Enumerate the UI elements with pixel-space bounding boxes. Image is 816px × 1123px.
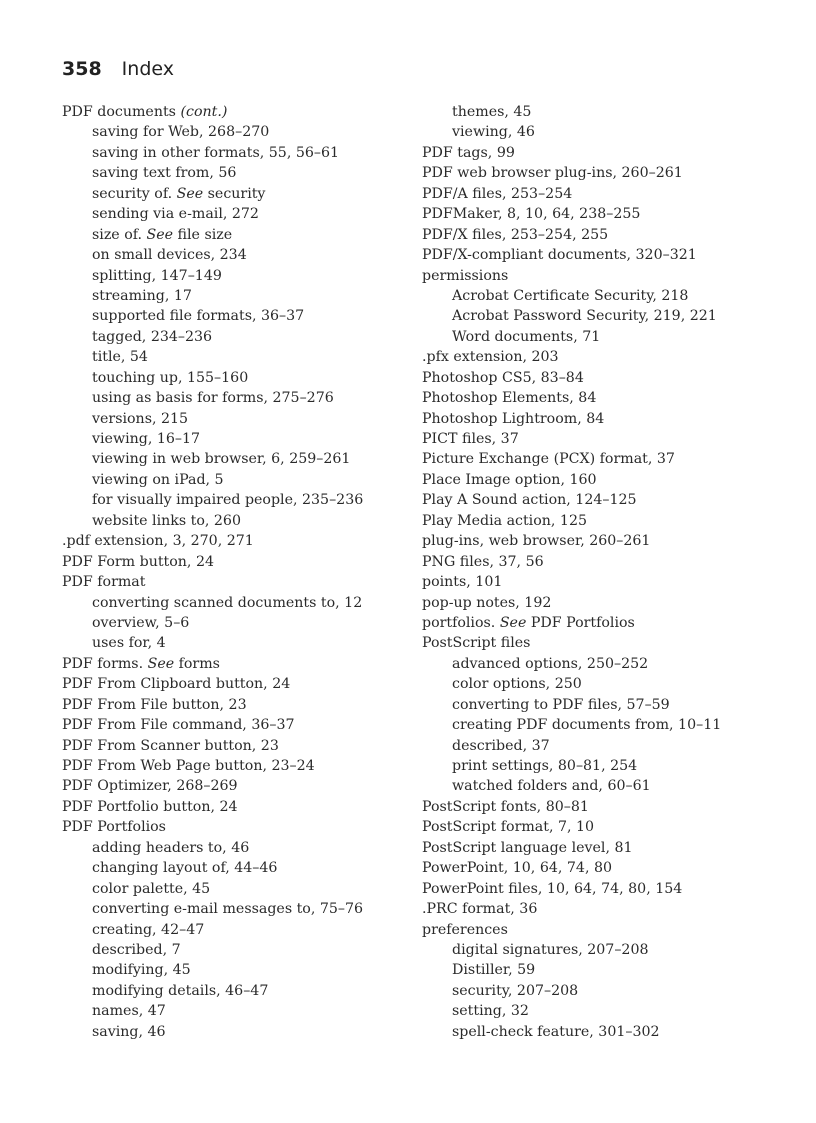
- index-entry-text: portfolios.: [422, 614, 500, 631]
- index-entry: [422, 838, 792, 858]
- index-entry-text: PowerPoint, 10, 64, 74, 80: [422, 860, 613, 877]
- index-entry-text: viewing, 46: [452, 124, 535, 141]
- index-subentry: [62, 858, 402, 878]
- index-entry: [422, 613, 792, 633]
- index-entry: [62, 572, 402, 592]
- index-entry-text: for visually impaired people, 235–236: [92, 492, 364, 509]
- index-entry-text: modifying, 45: [92, 962, 191, 979]
- index-entry-text: supported file formats, 36–37: [92, 308, 305, 325]
- index-entry-text: .pfx extension, 203: [422, 349, 559, 366]
- index-subentry: [62, 899, 402, 919]
- index-entry-text: Play A Sound action, 124–125: [422, 492, 637, 509]
- index-subentry: [422, 960, 792, 980]
- index-subentry: [62, 347, 402, 367]
- index-entry-text: website links to, 260: [92, 512, 241, 529]
- index-entry: [422, 470, 792, 490]
- index-entry-text: converting scanned documents to, 12: [92, 594, 363, 611]
- index-subentry: [422, 776, 792, 796]
- index-entry-text: PDF Portfolio button, 24: [62, 798, 238, 815]
- index-entry: [62, 797, 402, 817]
- index-entry: [422, 368, 792, 388]
- index-subentry: [62, 204, 402, 224]
- index-subentry: [62, 511, 402, 531]
- index-entry-text: watched folders and, 60–61: [452, 778, 651, 795]
- index-entry: [422, 245, 792, 265]
- index-subentry: [62, 981, 402, 1001]
- index-subentry: [422, 674, 792, 694]
- index-subentry: [62, 879, 402, 899]
- index-entry: [422, 858, 792, 878]
- index-subentry: [62, 470, 402, 490]
- index-subentry: [62, 613, 402, 633]
- index-subentry: [62, 920, 402, 940]
- index-entry-text: advanced options, 250–252: [452, 655, 649, 672]
- index-entry-text: title, 54: [92, 349, 148, 366]
- index-entry-text: PowerPoint files, 10, 64, 74, 80, 154: [422, 880, 683, 897]
- index-entry-text: PDF/A files, 253–254: [422, 185, 573, 202]
- index-entry: [422, 531, 792, 551]
- index-entry-text: .pdf extension, 3, 270, 271: [62, 533, 254, 550]
- index-subentry: [422, 756, 792, 776]
- index-subentry: [62, 122, 402, 142]
- index-entry: [62, 736, 402, 756]
- index-entry-emphasis: See: [176, 185, 204, 202]
- page-number: 358: [62, 58, 102, 80]
- index-entry-text: converting to PDF files, 57–59: [452, 696, 670, 713]
- index-entry-text: plug-ins, web browser, 260–261: [422, 533, 651, 550]
- index-subentry: [62, 409, 402, 429]
- index-entry-text: security of.: [92, 185, 177, 202]
- index-entry: [422, 490, 792, 510]
- index-entry: [422, 593, 792, 613]
- index-subentry: [422, 695, 792, 715]
- index-subentry: [62, 286, 402, 306]
- index-entry: [62, 817, 402, 837]
- index-entry-text: saving in other formats, 55, 56–61: [92, 144, 340, 161]
- index-entry-text: PDF Portfolios: [526, 614, 635, 631]
- index-entry-text: names, 47: [92, 1003, 166, 1020]
- index-entry: [422, 184, 792, 204]
- index-entry-text: described, 37: [452, 737, 550, 754]
- index-entry-text: streaming, 17: [92, 287, 192, 304]
- index-entry: [62, 776, 402, 796]
- index-entry: [422, 266, 792, 286]
- index-entry-text: PostScript fonts, 80–81: [422, 798, 589, 815]
- index-entry-text: splitting, 147–149: [92, 267, 222, 284]
- index-entry-text: pop-up notes, 192: [422, 594, 552, 611]
- index-subentry: [422, 940, 792, 960]
- index-entry-text: versions, 215: [92, 410, 189, 427]
- index-entry-text: PDF Form button, 24: [62, 553, 215, 570]
- index-subentry: [422, 306, 792, 326]
- index-subentry: [62, 184, 402, 204]
- index-subentry: [62, 327, 402, 347]
- index-subentry: [62, 368, 402, 388]
- index-entry-text: PDF web browser plug-ins, 260–261: [422, 165, 683, 182]
- index-entry: [422, 163, 792, 183]
- index-subentry: [62, 838, 402, 858]
- index-entry: [422, 633, 792, 653]
- index-entry-text: security: [203, 185, 266, 202]
- index-subentry: [422, 1022, 792, 1042]
- index-entry: [62, 552, 402, 572]
- index-subentry: [62, 143, 402, 163]
- index-entry-emphasis: See: [499, 614, 527, 631]
- index-subentry: [422, 327, 792, 347]
- index-entry-text: setting, 32: [452, 1003, 529, 1020]
- index-entry: [422, 817, 792, 837]
- index-subentry: [422, 122, 792, 142]
- section-title: Index: [121, 58, 174, 80]
- index-entry-text: size of.: [92, 226, 147, 243]
- index-subentry: [62, 490, 402, 510]
- index-entry-text: tagged, 234–236: [92, 328, 213, 345]
- index-entry-text: creating, 42–47: [92, 921, 205, 938]
- index-entry-text: Acrobat Password Security, 219, 221: [452, 308, 717, 325]
- index-entry-text: PDFMaker, 8, 10, 64, 238–255: [422, 206, 641, 223]
- index-subentry: [422, 1001, 792, 1021]
- index-entry-text: using as basis for forms, 275–276: [92, 390, 334, 407]
- index-entry: [62, 756, 402, 776]
- index-entry: [422, 879, 792, 899]
- index-subentry: [62, 266, 402, 286]
- index-entry-text: on small devices, 234: [92, 247, 247, 264]
- index-entry-text: touching up, 155–160: [92, 369, 249, 386]
- index-subentry: [422, 654, 792, 674]
- index-entry-text: permissions: [422, 267, 509, 284]
- index-entry: [422, 347, 792, 367]
- index-entry-text: PostScript files: [422, 635, 531, 652]
- index-entry: [422, 552, 792, 572]
- index-entry-text: .PRC format, 36: [422, 901, 538, 918]
- index-entry-text: overview, 5–6: [92, 614, 190, 631]
- index-subentry: [62, 163, 402, 183]
- index-entry-text: PDF forms.: [62, 655, 148, 672]
- index-entry-text: PDF From Clipboard button, 24: [62, 676, 291, 693]
- index-entry-text: Photoshop Lightroom, 84: [422, 410, 605, 427]
- index-entry-emphasis: (cont.): [180, 104, 228, 120]
- index-entry-text: PDF/X-compliant documents, 320–321: [422, 247, 697, 264]
- index-entry: [422, 429, 792, 449]
- index-entry-text: PICT files, 37: [422, 431, 519, 447]
- index-entry-emphasis: See: [146, 226, 174, 243]
- index-entry-text: spell-check feature, 301–302: [452, 1023, 660, 1040]
- index-subentry: [422, 736, 792, 756]
- index-subentry: [62, 593, 402, 613]
- index-subentry: [62, 449, 402, 469]
- index-subentry: [62, 1022, 402, 1042]
- index-subentry: [422, 715, 792, 735]
- index-entry-text: saving, 46: [92, 1023, 166, 1040]
- index-entry-text: viewing in web browser, 6, 259–261: [92, 451, 351, 468]
- index-subentry: [422, 102, 792, 122]
- index-entry: [62, 674, 402, 694]
- index-subentry: [422, 981, 792, 1001]
- index-subentry: [62, 245, 402, 265]
- index-entry-text: PostScript language level, 81: [422, 839, 633, 856]
- index-entry: [422, 143, 792, 163]
- index-entry-text: saving for Web, 268–270: [92, 124, 270, 141]
- index-entry-text: changing layout of, 44–46: [92, 860, 278, 877]
- index-entry: [422, 572, 792, 592]
- index-entry-text: Acrobat Certificate Security, 218: [452, 287, 689, 304]
- running-head: [62, 58, 174, 86]
- index-entry-text: adding headers to, 46: [92, 839, 250, 856]
- index-entry-text: security, 207–208: [452, 982, 579, 999]
- index-entry-text: Distiller, 59: [452, 962, 536, 979]
- index-entry-text: PDF From File command, 36–37: [62, 717, 295, 734]
- index-entry-text: Word documents, 71: [452, 328, 601, 345]
- index-entry-text: color options, 250: [452, 676, 582, 693]
- index-subentry: [62, 633, 402, 653]
- index-entry-text: Place Image option, 160: [422, 471, 597, 488]
- index-entry-text: Photoshop CS5, 83–84: [422, 369, 584, 386]
- index-entry-text: preferences: [422, 921, 508, 938]
- index-entry: [422, 797, 792, 817]
- index-entry-text: viewing, 16–17: [92, 431, 201, 447]
- index-entry-text: uses for, 4: [92, 635, 166, 652]
- index-entry: [62, 102, 402, 122]
- index-entry: [62, 654, 402, 674]
- index-entry-text: file size: [173, 226, 233, 243]
- index-subentry: [62, 388, 402, 408]
- index-entry-text: viewing on iPad, 5: [92, 471, 224, 488]
- index-column-right: [422, 102, 792, 1042]
- index-entry-text: converting e-mail messages to, 75–76: [92, 901, 364, 918]
- index-subentry: [62, 225, 402, 245]
- index-entry-text: themes, 45: [452, 104, 532, 120]
- index-entry-text: PDF tags, 99: [422, 144, 515, 161]
- index-entry: [422, 449, 792, 469]
- index-entry-text: points, 101: [422, 574, 503, 591]
- index-entry: [62, 695, 402, 715]
- index-entry-text: PDF From File button, 23: [62, 696, 247, 713]
- index-subentry: [62, 960, 402, 980]
- index-entry: [422, 511, 792, 531]
- index-subentry: [62, 1001, 402, 1021]
- index-entry-text: sending via e-mail, 272: [92, 206, 259, 223]
- index-entry: [422, 899, 792, 919]
- index-entry-text: PDF Optimizer, 268–269: [62, 778, 238, 795]
- index-entry-text: PDF documents: [62, 104, 181, 120]
- index-entry-text: Picture Exchange (PCX) format, 37: [422, 451, 675, 468]
- index-entry-text: PDF From Web Page button, 23–24: [62, 758, 315, 774]
- index-entry-text: modifying details, 46–47: [92, 982, 269, 999]
- index-subentry: [62, 306, 402, 326]
- index-entry-text: described, 7: [92, 941, 181, 958]
- index-entry-text: PDF format: [62, 574, 146, 591]
- index-entry-text: forms: [174, 655, 220, 672]
- index-entry-text: digital signatures, 207–208: [452, 941, 649, 958]
- index-entry-text: PDF From Scanner button, 23: [62, 737, 279, 754]
- index-subentry: [62, 429, 402, 449]
- index-entry-text: creating PDF documents from, 10–11: [452, 717, 722, 734]
- index-entry-text: Photoshop Elements, 84: [422, 390, 597, 407]
- index-entry: [422, 204, 792, 224]
- index-entry: [62, 715, 402, 735]
- index-entry: [422, 920, 792, 940]
- index-entry: [422, 409, 792, 429]
- index-entry-text: color palette, 45: [92, 880, 211, 897]
- index-subentry: [422, 286, 792, 306]
- index-entry-text: PNG files, 37, 56: [422, 553, 544, 570]
- index-entry: [62, 531, 402, 551]
- index-entry-text: PostScript format, 7, 10: [422, 819, 595, 836]
- index-entry-text: Play Media action, 125: [422, 512, 587, 529]
- index-entry-text: print settings, 80–81, 254: [452, 758, 638, 774]
- index-entry: [422, 388, 792, 408]
- index-entry-text: saving text from, 56: [92, 165, 237, 182]
- index-entry-text: PDF Portfolios: [62, 819, 166, 836]
- index-entry-emphasis: See: [147, 655, 175, 672]
- index-entry-text: PDF/X files, 253–254, 255: [422, 226, 609, 243]
- index-entry: [422, 225, 792, 245]
- index-column-left: [62, 102, 402, 1042]
- index-subentry: [62, 940, 402, 960]
